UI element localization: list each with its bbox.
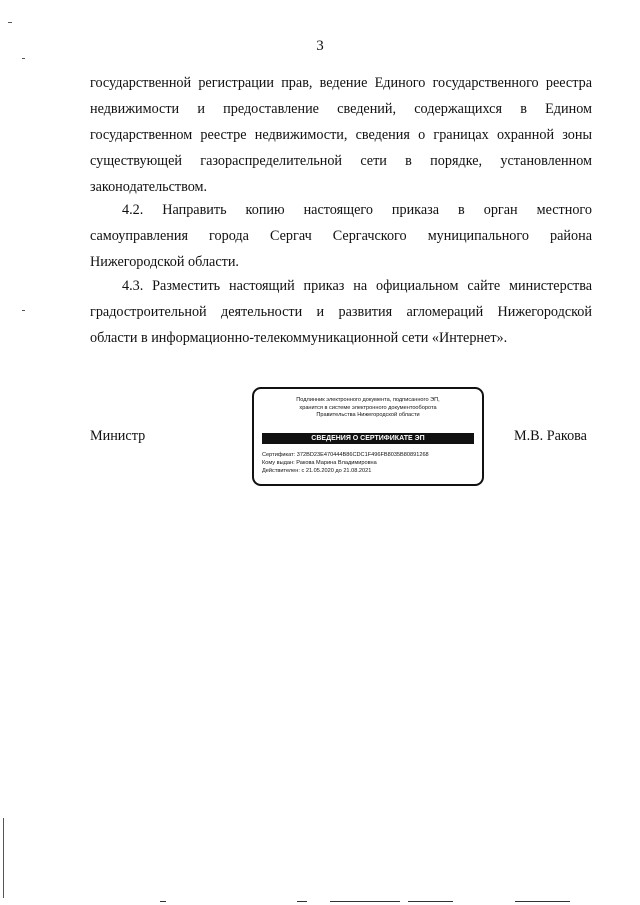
scan-bottom-line [515, 901, 570, 902]
text-line: Нижегородской области. [90, 254, 239, 270]
text-line: государственном реестре недвижимости, сведения о границах охранной зоны [90, 127, 592, 143]
text-line: самоуправления города Сергач Сергачского муниципального района [90, 228, 592, 244]
stamp-certificate-bar: СВЕДЕНИЯ О СЕРТИФИКАТЕ ЭП [262, 433, 474, 444]
stamp-header [254, 397, 482, 420]
certificate-label: Сертификат: [262, 452, 296, 458]
text-line: области в информационно-телекоммуникационной сети «Интернет». [90, 330, 508, 346]
signer-name: М.В. Ракова [514, 428, 587, 444]
issued-to-value: Ракова Марина Владимировна [296, 460, 377, 466]
stamp-header-line: Подлинник электронного документа, подписанного ЭП, [296, 397, 440, 403]
stamp-certificate-row [262, 451, 429, 459]
scan-bottom-line [297, 901, 307, 902]
scan-edge-mark [22, 58, 25, 59]
stamp-header-line: Правительства Нижегородской области [316, 412, 420, 418]
scan-bottom-line [160, 901, 166, 902]
page-number: 3 [316, 38, 324, 54]
text-line: 4.2. Направить копию настоящего приказа в орган местного [122, 202, 592, 218]
stamp-valid-row [262, 467, 429, 475]
scan-bottom-line [330, 901, 400, 902]
text-line: 4.3. Разместить настоящий приказ на официальном сайте министерства [122, 278, 592, 294]
scan-edge-mark [22, 310, 25, 311]
text-line: градостроительной деятельности и развития агломераций Нижегородской [90, 304, 592, 320]
paragraph-4-2 [90, 197, 592, 275]
text-line: законодательством. [90, 179, 208, 195]
scan-edge-mark [3, 818, 4, 898]
electronic-signature-stamp [252, 387, 484, 486]
stamp-details [262, 451, 429, 475]
stamp-issued-to-row [262, 459, 429, 467]
certificate-value: 372BD23E470444B86CDC1F496FB8035B80891268 [296, 452, 429, 458]
paragraph-4-3 [90, 273, 592, 351]
signer-title: Министр [90, 428, 146, 444]
valid-value: с 21.05.2020 до 21.08.2021 [301, 468, 372, 474]
scan-bottom-line [408, 901, 453, 902]
issued-to-label: Кому выдан: [262, 460, 295, 466]
text-line: государственной регистрации прав, ведение Единого государственного реестра [90, 75, 592, 91]
stamp-header-line: хранится в системе электронного документооборота [299, 404, 437, 411]
scan-edge-mark [8, 22, 12, 23]
text-line: существующей газораспределительной сети в порядке, установленном [90, 153, 592, 169]
valid-label: Действителен: [262, 468, 300, 474]
text-line: недвижимости и предоставление сведений, содержащихся в Едином [90, 101, 592, 117]
paragraph-registration [90, 70, 592, 200]
